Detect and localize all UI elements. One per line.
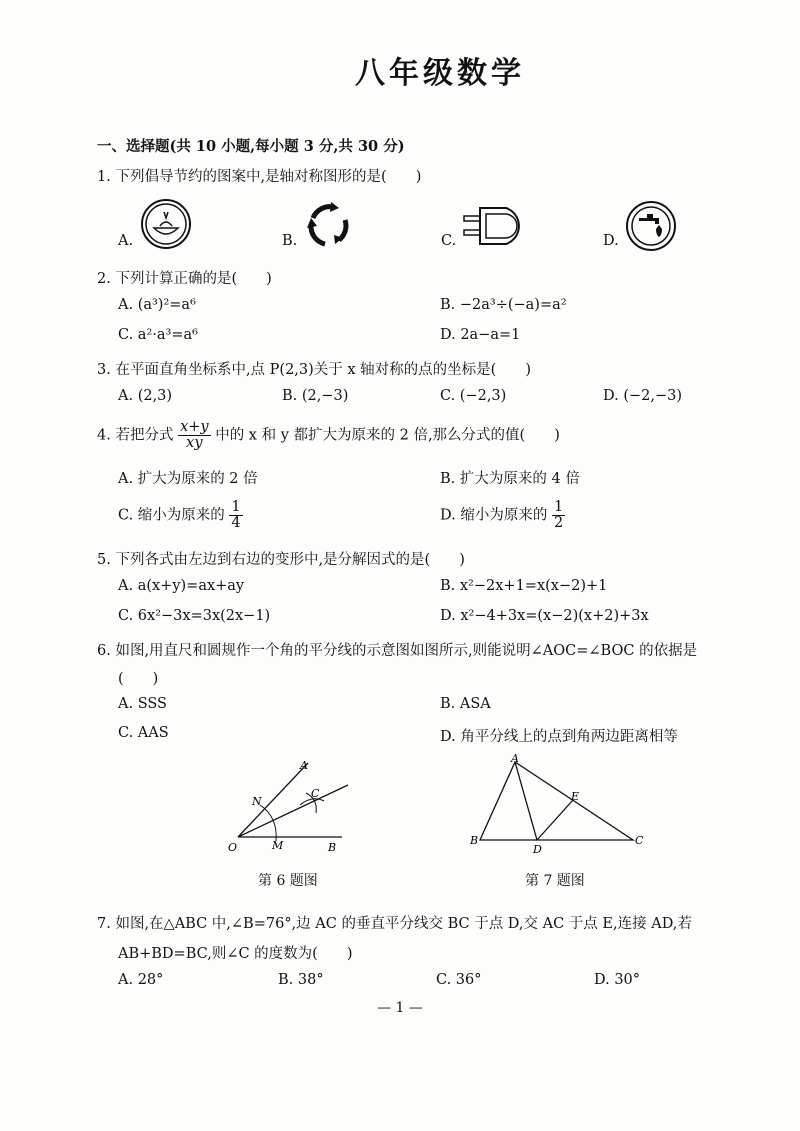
label-o: O — [228, 841, 238, 854]
q5-option-a: A. a(x+y)=ax+ay — [118, 578, 245, 594]
triangle-abc — [480, 762, 633, 840]
question-7-stem-line-2: AB+BD=BC,则∠C 的度数为( ) — [118, 946, 353, 962]
label-c: C — [311, 787, 320, 800]
q3-option-a: A. (2,3) — [118, 388, 173, 404]
q6-option-d: D. 角平分线上的点到角两边距离相等 — [440, 729, 678, 745]
q4-option-d-numerator: 1 — [553, 499, 564, 515]
page-number: — 1 — — [377, 1000, 423, 1016]
question-6-paren: ( ) — [118, 671, 159, 687]
q6-option-b: B. ASA — [440, 696, 491, 712]
ray-oa — [238, 763, 308, 837]
water-tap-icon — [625, 200, 677, 256]
q4-option-c-numerator: 1 — [231, 499, 241, 515]
q2-option-b: B. −2a³÷(−a)=a² — [440, 297, 567, 313]
q4-fraction — [178, 420, 211, 451]
label-a: A — [511, 752, 519, 765]
figure-6-angle-bisector — [220, 755, 360, 859]
ray-oc — [238, 785, 348, 837]
q5-option-d: D. x²−4+3x=(x−2)(x+2)+3x — [440, 608, 649, 624]
question-2-stem: 2. 下列计算正确的是( ) — [97, 271, 272, 287]
label-n: N — [252, 795, 262, 808]
label-a: A — [300, 759, 308, 772]
q2-option-a: A. (a³)²=a⁶ — [118, 297, 196, 313]
label-e: E — [571, 790, 580, 803]
label-d: D — [533, 843, 542, 856]
q3-option-b: B. (2,−3) — [282, 388, 349, 404]
q4-option-c — [118, 500, 243, 531]
q5-option-c: C. 6x²−3x=3x(2x−1) — [118, 608, 271, 624]
bowl-symbol-icon — [140, 198, 192, 254]
question-3-stem: 3. 在平面直角坐标系中,点 P(2,3)关于 x 轴对称的点的坐标是( ) — [97, 362, 531, 378]
q4-stem-suffix: 中的 x 和 y 都扩大为原来的 2 倍,那么分式的值( ) — [215, 427, 560, 444]
label-b: B — [328, 841, 337, 854]
q4-option-c-text: C. 缩小为原来的 — [118, 507, 225, 524]
q4-option-b: B. 扩大为原来的 4 倍 — [440, 471, 580, 487]
q7-option-a: A. 28° — [118, 972, 164, 988]
page-title: 八年级数学 — [355, 56, 525, 91]
question-6-stem: 6. 如图,用直尺和圆规作一个角的平分线的示意图如图所示,则能说明∠AOC=∠BOC 的依据是 — [97, 643, 698, 659]
q4-fraction-denominator: xy — [186, 435, 203, 452]
recycle-arrows-icon — [303, 200, 355, 254]
label-m: M — [272, 839, 284, 852]
label-b: B — [470, 834, 479, 847]
q4-option-d-denominator: 2 — [553, 515, 564, 532]
q2-option-d: D. 2a−a=1 — [440, 327, 521, 343]
figure-7-caption: 第 7 题图 — [525, 873, 585, 889]
q4-option-d-fraction — [552, 500, 565, 531]
q1-option-a-label: A. — [118, 233, 134, 249]
q7-option-d: D. 30° — [594, 972, 641, 988]
label-c: C — [635, 834, 644, 847]
question-7-stem-line-1: 7. 如图,在△ABC 中,∠B=76°,边 AC 的垂直平分线交 BC 于点 D,交 AC 于点 E,连接 AD,若 — [97, 916, 692, 932]
question-1-stem: 1. 下列倡导节约的图案中,是轴对称图形的是( ) — [97, 169, 422, 185]
q1-option-d-label: D. — [603, 233, 619, 249]
q4-option-c-fraction — [229, 500, 242, 531]
q5-option-b: B. x²−2x+1=x(x−2)+1 — [440, 578, 608, 594]
q3-option-d: D. (−2,−3) — [603, 388, 682, 404]
question-4-stem — [97, 420, 560, 451]
q6-option-a: A. SSS — [118, 696, 167, 712]
q4-fraction-numerator: x+y — [180, 419, 209, 435]
q4-option-c-denominator: 4 — [231, 515, 241, 532]
q6-option-c: C. AAS — [118, 725, 169, 741]
question-5-stem: 5. 下列各式由左边到右边的变形中,是分解因式的是( ) — [97, 552, 465, 568]
plug-icon — [462, 205, 530, 251]
q1-option-c-label: C. — [441, 233, 457, 249]
segment-de — [537, 800, 573, 840]
q3-option-c: C. (−2,3) — [440, 388, 507, 404]
q4-option-a: A. 扩大为原来的 2 倍 — [118, 471, 258, 487]
q4-stem-prefix: 4. 若把分式 — [97, 427, 174, 444]
q1-option-b-label: B. — [282, 233, 298, 249]
q7-option-b: B. 38° — [278, 972, 324, 988]
figure-6-caption: 第 6 题图 — [258, 873, 318, 889]
q4-option-d-text: D. 缩小为原来的 — [440, 507, 548, 524]
q2-option-c: C. a²·a³=a⁶ — [118, 327, 198, 343]
q7-option-c: C. 36° — [436, 972, 482, 988]
section-heading: 一、选择题(共 10 小题,每小题 3 分,共 30 分) — [97, 138, 405, 155]
q4-option-d — [440, 500, 565, 531]
figure-7-triangle — [465, 752, 650, 861]
